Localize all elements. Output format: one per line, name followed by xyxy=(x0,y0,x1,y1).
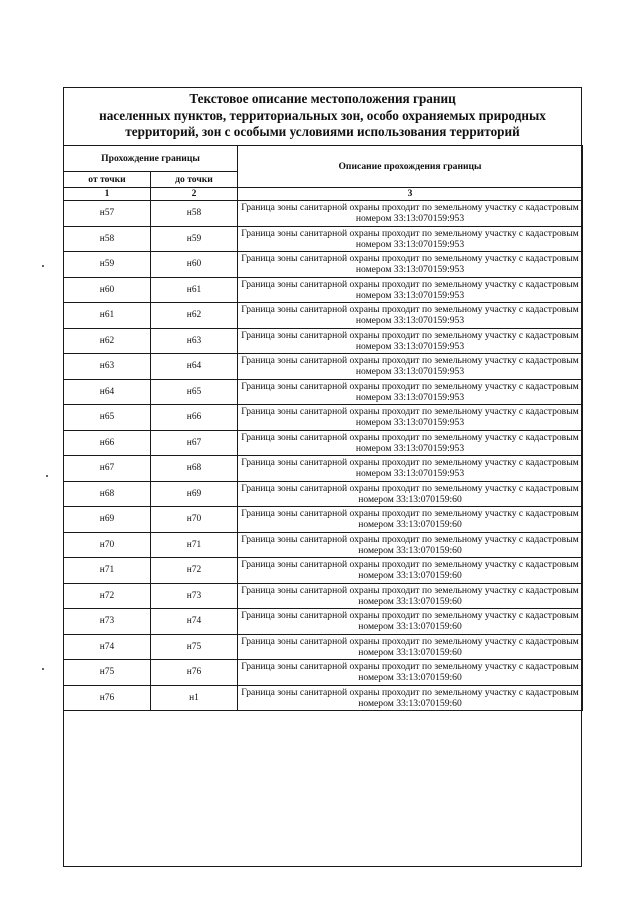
table-row xyxy=(64,201,583,227)
title-line: территорий, зон с особыми условиями использования территорий xyxy=(125,124,520,139)
table-row xyxy=(64,354,583,380)
to-point-cell: н59 xyxy=(151,226,238,252)
to-point-cell: н65 xyxy=(151,379,238,405)
to-point-cell: н67 xyxy=(151,430,238,456)
column-number: 3 xyxy=(238,188,583,201)
to-point-cell: н66 xyxy=(151,405,238,431)
table-row xyxy=(64,660,583,686)
from-point-cell: н60 xyxy=(64,277,151,303)
description-cell: Граница зоны санитарной охраны проходит по земельному участку с кадастровым номером 33:13:070159:953 xyxy=(238,277,583,303)
to-point-cell: н63 xyxy=(151,328,238,354)
table-row xyxy=(64,430,583,456)
to-point-cell: н1 xyxy=(151,685,238,711)
table-row xyxy=(64,532,583,558)
from-point-cell: н67 xyxy=(64,456,151,482)
to-point-cell: н71 xyxy=(151,532,238,558)
table-row xyxy=(64,303,583,329)
column-number: 1 xyxy=(64,188,151,201)
to-point-cell: н70 xyxy=(151,507,238,533)
from-point-cell: н73 xyxy=(64,609,151,635)
description-cell: Граница зоны санитарной охраны проходит по земельному участку с кадастровым номером 33:13:070159:953 xyxy=(238,430,583,456)
header-to-point: до точки xyxy=(151,172,238,188)
from-point-cell: н63 xyxy=(64,354,151,380)
description-cell: Граница зоны санитарной охраны проходит по земельному участку с кадастровым номером 33:13:070159:60 xyxy=(238,481,583,507)
to-point-cell: н61 xyxy=(151,277,238,303)
table-row xyxy=(64,456,583,482)
description-cell: Граница зоны санитарной охраны проходит по земельному участку с кадастровым номером 33:13:070159:953 xyxy=(238,354,583,380)
to-point-cell: н60 xyxy=(151,252,238,278)
table-row xyxy=(64,328,583,354)
from-point-cell: н74 xyxy=(64,634,151,660)
from-point-cell: н70 xyxy=(64,532,151,558)
description-cell: Граница зоны санитарной охраны проходит по земельному участку с кадастровым номером 33:13:070159:60 xyxy=(238,583,583,609)
document-frame xyxy=(63,87,582,867)
description-cell: Граница зоны санитарной охраны проходит по земельному участку с кадастровым номером 33:13:070159:60 xyxy=(238,532,583,558)
table-row xyxy=(64,226,583,252)
description-cell: Граница зоны санитарной охраны проходит по земельному участку с кадастровым номером 33:13:070159:953 xyxy=(238,405,583,431)
table-row xyxy=(64,379,583,405)
table-row xyxy=(64,685,583,711)
description-cell: Граница зоны санитарной охраны проходит по земельному участку с кадастровым номером 33:13:070159:60 xyxy=(238,609,583,635)
description-cell: Граница зоны санитарной охраны проходит по земельному участку с кадастровым номером 33:13:070159:953 xyxy=(238,379,583,405)
description-cell: Граница зоны санитарной охраны проходит по земельному участку с кадастровым номером 33:13:070159:953 xyxy=(238,201,583,227)
description-cell: Граница зоны санитарной охраны проходит по земельному участку с кадастровым номером 33:13:070159:953 xyxy=(238,303,583,329)
from-point-cell: н64 xyxy=(64,379,151,405)
column-number: 2 xyxy=(151,188,238,201)
from-point-cell: н65 xyxy=(64,405,151,431)
from-point-cell: н69 xyxy=(64,507,151,533)
title-line: Текстовое описание местоположения границ xyxy=(189,91,456,106)
boundary-table xyxy=(63,145,583,711)
table-row xyxy=(64,634,583,660)
description-cell: Граница зоны санитарной охраны проходит по земельному участку с кадастровым номером 33:13:070159:953 xyxy=(238,456,583,482)
to-point-cell: н72 xyxy=(151,558,238,584)
to-point-cell: н73 xyxy=(151,583,238,609)
scan-speck xyxy=(42,668,44,670)
from-point-cell: н71 xyxy=(64,558,151,584)
from-point-cell: н62 xyxy=(64,328,151,354)
table-row xyxy=(64,609,583,635)
table-row xyxy=(64,252,583,278)
table-row xyxy=(64,558,583,584)
header-description: Описание прохождения границы xyxy=(238,146,583,188)
description-cell: Граница зоны санитарной охраны проходит по земельному участку с кадастровым номером 33:13:070159:953 xyxy=(238,226,583,252)
from-point-cell: н61 xyxy=(64,303,151,329)
from-point-cell: н58 xyxy=(64,226,151,252)
from-point-cell: н76 xyxy=(64,685,151,711)
from-point-cell: н75 xyxy=(64,660,151,686)
from-point-cell: н72 xyxy=(64,583,151,609)
description-cell: Граница зоны санитарной охраны проходит по земельному участку с кадастровым номером 33:13:070159:953 xyxy=(238,252,583,278)
to-point-cell: н69 xyxy=(151,481,238,507)
description-cell: Граница зоны санитарной охраны проходит по земельному участку с кадастровым номером 33:13:070159:60 xyxy=(238,634,583,660)
from-point-cell: н59 xyxy=(64,252,151,278)
table-row xyxy=(64,277,583,303)
to-point-cell: н62 xyxy=(151,303,238,329)
description-cell: Граница зоны санитарной охраны проходит по земельному участку с кадастровым номером 33:13:070159:60 xyxy=(238,660,583,686)
description-cell: Граница зоны санитарной охраны проходит по земельному участку с кадастровым номером 33:13:070159:60 xyxy=(238,558,583,584)
table-row xyxy=(64,507,583,533)
to-point-cell: н64 xyxy=(151,354,238,380)
document-title xyxy=(64,91,581,141)
description-cell: Граница зоны санитарной охраны проходит по земельному участку с кадастровым номером 33:13:070159:60 xyxy=(238,685,583,711)
scan-speck xyxy=(42,265,44,267)
header-boundary-passage: Прохождение границы xyxy=(64,146,238,172)
from-point-cell: н68 xyxy=(64,481,151,507)
to-point-cell: н58 xyxy=(151,201,238,227)
description-cell: Граница зоны санитарной охраны проходит по земельному участку с кадастровым номером 33:13:070159:60 xyxy=(238,507,583,533)
to-point-cell: н68 xyxy=(151,456,238,482)
description-cell: Граница зоны санитарной охраны проходит по земельному участку с кадастровым номером 33:13:070159:953 xyxy=(238,328,583,354)
from-point-cell: н57 xyxy=(64,201,151,227)
table-row xyxy=(64,481,583,507)
title-line: населенных пунктов, территориальных зон, особо охраняемых природных xyxy=(99,107,546,123)
to-point-cell: н74 xyxy=(151,609,238,635)
table-row xyxy=(64,405,583,431)
to-point-cell: н75 xyxy=(151,634,238,660)
from-point-cell: н66 xyxy=(64,430,151,456)
header-from-point: от точки xyxy=(64,172,151,188)
scan-speck xyxy=(46,475,48,477)
to-point-cell: н76 xyxy=(151,660,238,686)
table-row xyxy=(64,583,583,609)
